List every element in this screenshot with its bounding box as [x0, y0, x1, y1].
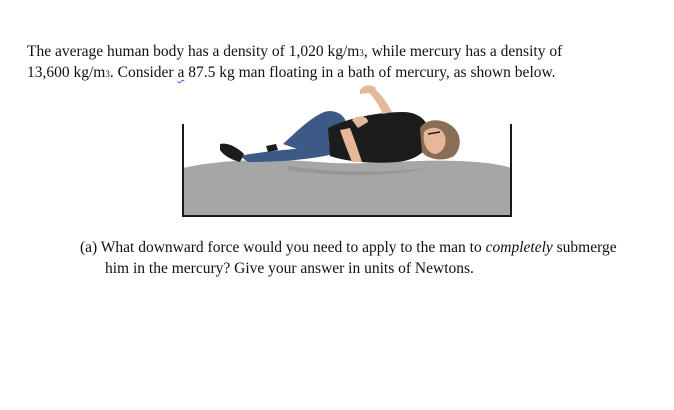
question-text: What downward force would you need to apply to the man to — [97, 239, 486, 256]
exponent-3: 3 — [359, 48, 364, 58]
mercury-liquid — [183, 160, 511, 216]
question-text: submerge — [552, 239, 617, 256]
exponent-3: 3 — [105, 69, 110, 79]
problem-text-mercury-density: 13,600 kg/m — [27, 64, 106, 81]
problem-text-mercury-intro: , while mercury has a density of — [363, 43, 563, 60]
mercury-bath-illustration — [178, 82, 518, 222]
figure-man-floating-in-mercury — [178, 82, 518, 222]
problem-statement — [27, 41, 647, 83]
problem-text-man-floating: 87.5 kg man floating in a bath of mercury, as shown below. — [184, 64, 556, 81]
problem-line-1 — [27, 41, 647, 62]
question-label: (a) — [80, 239, 98, 256]
spellcheck-flagged-word: a — [177, 64, 185, 81]
question-a — [80, 237, 660, 279]
problem-line-2 — [27, 62, 647, 83]
question-emphasis: completely — [485, 239, 553, 256]
question-line-2 — [80, 258, 660, 279]
question-text: him in the mercury? Give your answer in units of Newtons. — [105, 260, 474, 277]
question-line-1 — [80, 237, 660, 258]
man-shoe — [220, 144, 244, 162]
problem-text-human-density: The average human body has a density of 1,020 kg/m — [27, 43, 360, 60]
problem-text-consider: . Consider — [109, 64, 178, 81]
man-figure — [220, 85, 460, 163]
